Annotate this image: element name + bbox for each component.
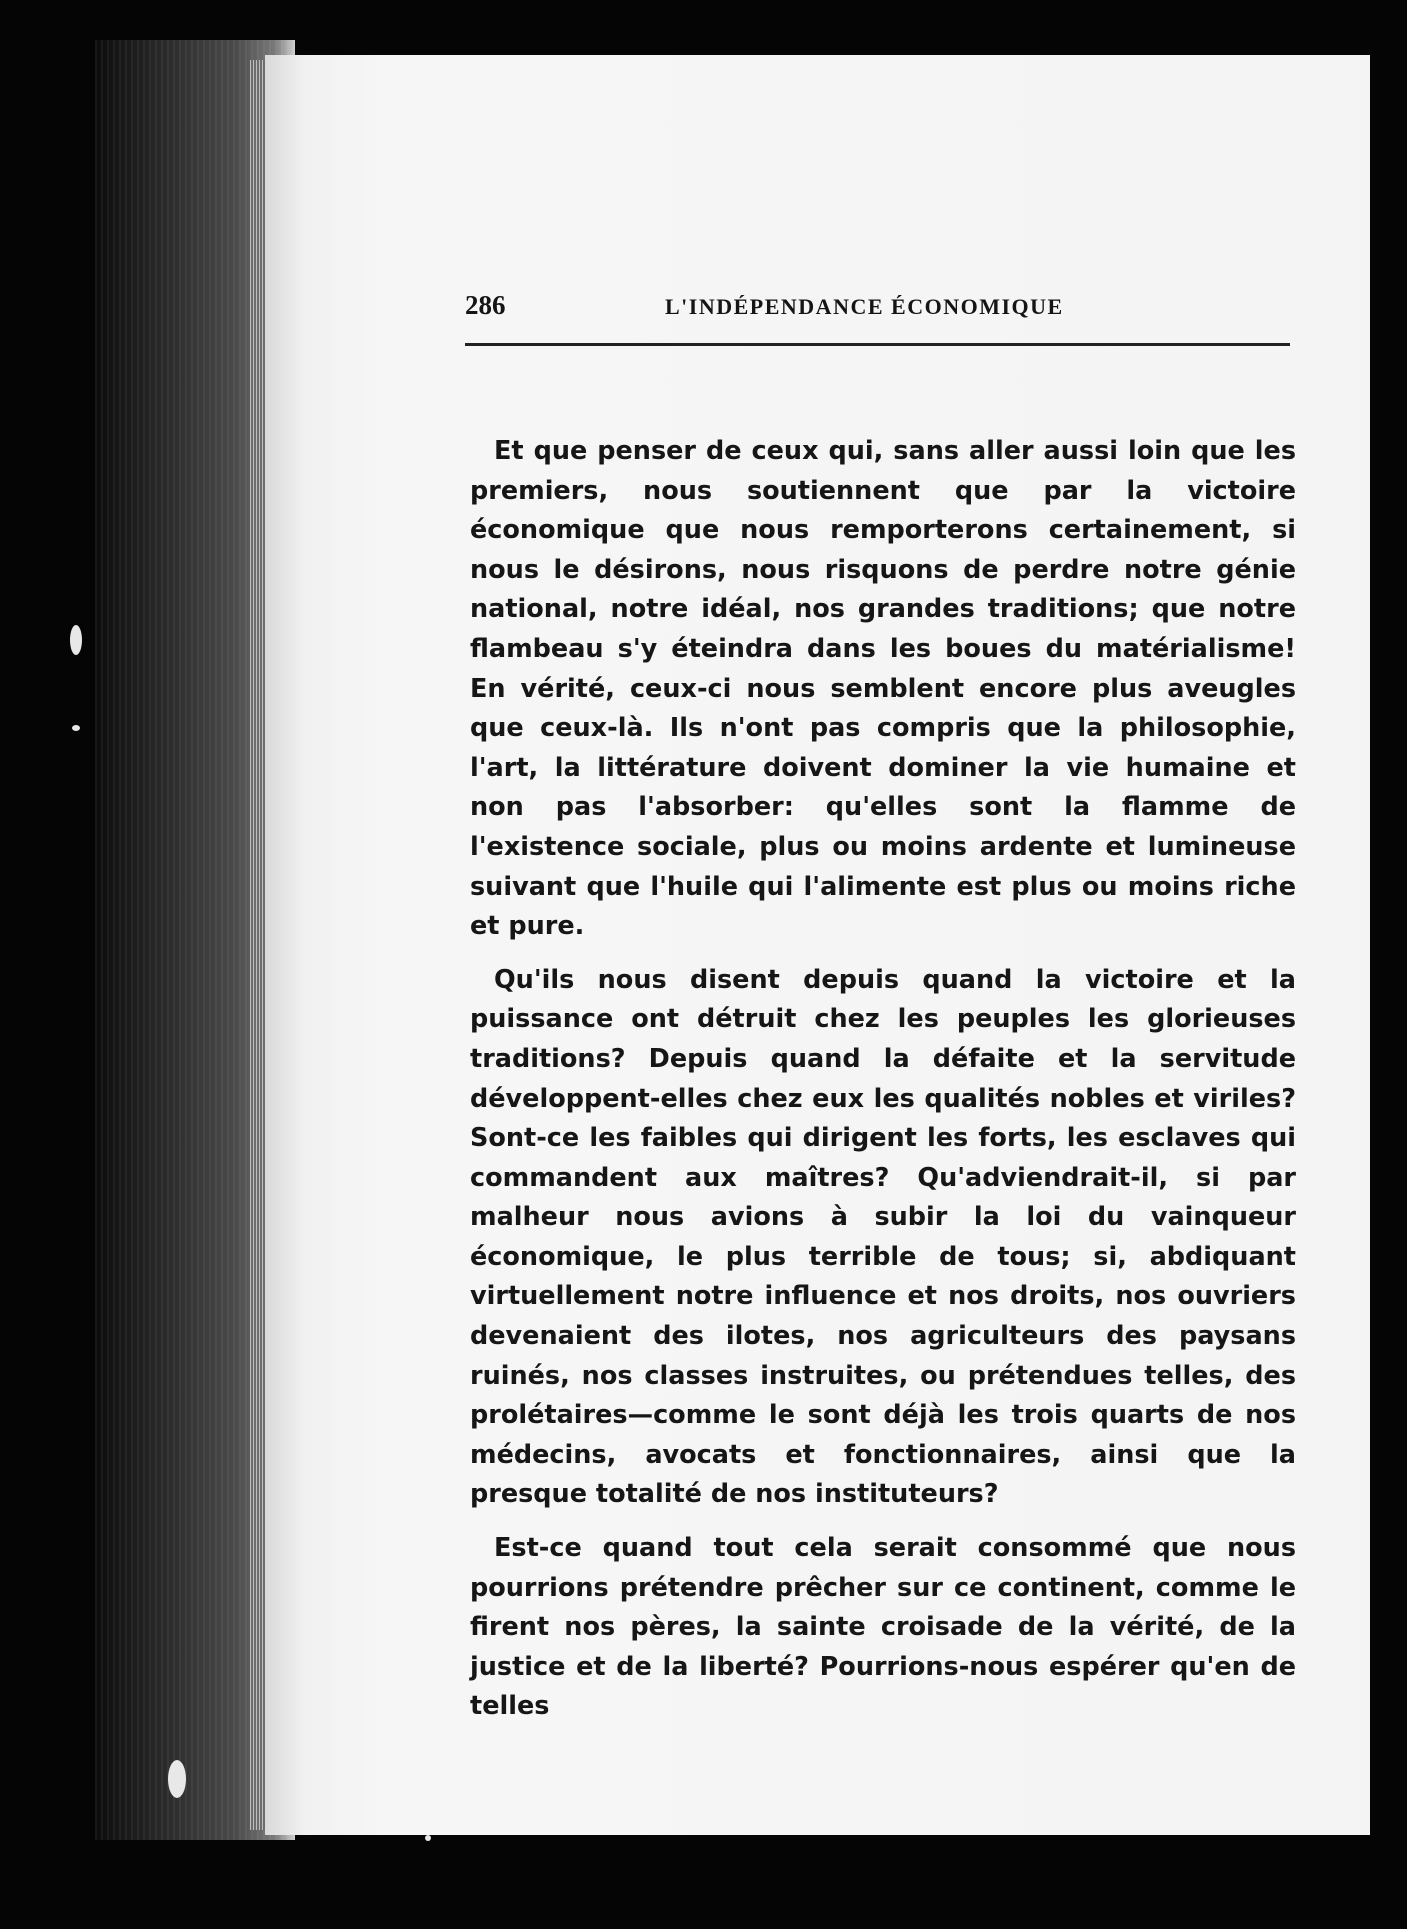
header-rule [465,343,1290,346]
paragraph-2: Qu'ils nous disent depuis quand la victoire et la puissance ont détruit chez les peuples les glorieuses traditions? Depuis quand la défaite et la servitude développent-elles chez eux les qualités nobles et viriles? Sont-ce les faibles qui dirigent les forts, les esclaves qui commandent aux maîtres? Qu'adviendrait-il, si par malheur nous avions à subir la loi du vainqueur économique, le plus terrible de tous; si, abdiquant virtuellement notre influence et nos droits, nos ouvriers devenaient des ilotes, nos agriculteurs des paysans ruinés, nos classes instruites, ou prétendues telles, des prolétaires—comme le sont déjà les trois quarts de nos médecins, avocats et fonctionnaires, ainsi que la presque totalité de nos instituteurs? [470,964,1296,1510]
page-sheet [265,55,1370,1835]
body-text [470,432,1296,1741]
scan-speck [425,1835,431,1841]
paragraph-3: Est-ce quand tout cela serait consommé que nous pourrions prétendre prêcher sur ce continent, comme le firent nos pères, la sainte croisade de la vérité, de la justice et de la liberté? Pourrions-nous espérer qu'en de telles [470,1533,1296,1722]
page-number: 286 [465,290,506,320]
running-title: L'INDÉPENDANCE ÉCONOMIQUE [665,294,1064,319]
scan-speck [70,625,82,655]
paragraph-1: Et que penser de ceux qui, sans aller aussi loin que les premiers, nous soutiennent que par la victoire économique que nous remporterons certainement, si nous le désirons, nous risquons de perdre notre génie national, notre idéal, nos grandes traditions; que notre flambeau s'y éteindra dans les boues du matérialisme! En vérité, ceux-ci nous semblent encore plus aveugles que ceux-là. Ils n'ont pas compris que la philosophie, l'art, la littérature doivent dominer la vie humaine et non pas l'absorber: qu'elles sont la flamme de l'existence sociale, plus ou moins ardente et lumineuse suivant que l'huile qui l'alimente est plus ou moins riche et pure. [470,436,1296,942]
page-header [465,290,1290,330]
scan-speck [168,1760,186,1798]
scan-speck [72,725,80,731]
